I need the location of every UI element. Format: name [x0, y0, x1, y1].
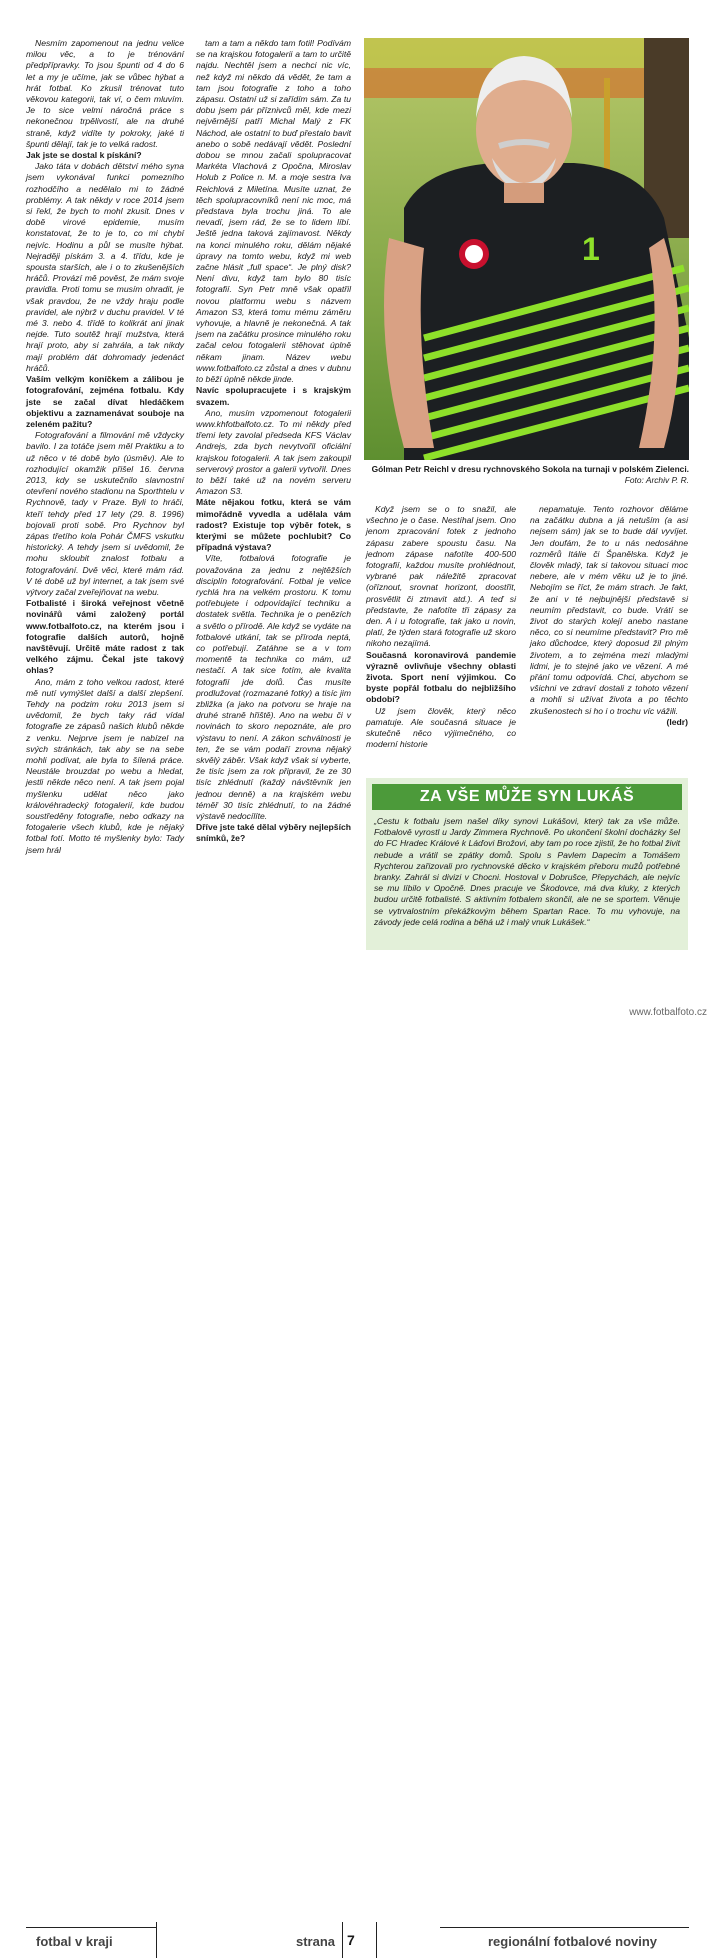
caption-text: Gólman Petr Reichl v dresu rychnovského Sokola na turnaji v polském Zielenci. [371, 464, 689, 474]
footer-rule-left [26, 1927, 156, 1928]
question-paragraph: Navíc spolupracujete i s krajským svazem. [196, 385, 351, 407]
question-paragraph: Jak jste se dostal k pískání? [26, 150, 142, 161]
footer-divider-3 [376, 1922, 377, 1958]
sidebar-box-title: ZA VŠE MŮŽE SYN LUKÁŠ [372, 784, 682, 810]
footer-page-number: 7 [347, 1932, 355, 1948]
question-paragraph: Vaším velkým koníčkem a zálibou je fotografování, zejména fotbalu. Kdy jste se začal dívat hledáčkem objektivu a zaznamenávat souboje na zeleném pažitu? [26, 374, 184, 429]
answer-paragraph: Nesmím zapomenout na jednu velice milou věc, a to je trénování předpřípravky. To jsou špunti od 4 do 6 let a my je učíme, jak se vůbec hýbat a hrát fotbal. Ko zkusil trénovat tuto věkovou kategorii, tak ví, o čem mluvím. Je to sice velmi náročná práce s nekonečnou trpělivostí, ale na druhé straně, když vidíte ty pokroky, jaké ti špunti dělají, tak je to velká radost. [26, 38, 184, 149]
answer-paragraph: tam a tam a někdo tam fotil! Podívám se na krajskou fotogalerii a tam to určitě najdu. Nechtěl jsem a nechci nic víc, než když mi někdo dá vědět, že tam a tam jsou fotografie z toho a toho zápasu. Ostatní už si zařídím sám. Za tu dobu jsem pár příznivců měl, kde mezi nejvěrnější patří Michal Malý z FK Náchod, ale ostatní to buď přestalo bavit anebo o sobě nedávají vědět. Poslední dobou se mnou začali spolupracovat Markéta Vlachová z Opočna, Miroslav Holub z Police n. M. a moje sestra Iva Reichlová z Miletína. Musíte uznat, že těch spolupracovníků není nic moc, má představa byla trochu jiná. To ale nevadí, jsem rád, že se to lidem líbí. Ještě jedna taková zajímavost. Někdy na konci minulého roku, dělám nějaké úpravy na tomto webu, když mi web začne hlásit „full space“. Je plný disk? Není divu, když tam bylo 80 tisíc fotografií. Syn Petr mně však opatřil novou platformu webu s názvem Amazon S3, která tomu mému záměru vyhovuje, a hlavně je nekonečná. A tak jsem na začátku prosince minulého roku začal celou fotogalerii stěhovat úplně někam jinam. Název webu www.fotbalfoto.cz zůstal a dnes v dubnu to běží úplně někde jinde. [196, 38, 351, 385]
answer-paragraph: Ano, mám z toho velkou radost, které mě nutí vymýšlet další a další zlepšení. Tehdy na podzim roku 2013 jsem si uvědomil, že bych taky rád vídal fotografie ze zápasů našich klubů někde z venku. Nejprve jsem je nabízel na svých stránkách, tak aby se na sebe mohli podívat, ale byla to šílená práce. Neustále brouzdat po webu a hledat, jestli někde něco není. A tak jsem pojal myšlenku udělat něco jako královéhradecký fotogalerií, kde budou soustředěny fotografie, nebo odkazy na fotogalerie všech klubů, kde je nějaký fotbal fotí. Motto té myšlenky bylo: Tady jsem hrál [26, 676, 184, 855]
sidebar-box-text: „Cestu k fotbalu jsem našel díky synovi Lukášovi, který tak za vše může. Fotbalově vyrostl u Jardy Zimmera Rychnově. Po ukončení školní docházky šel do FC Hradec Králové k Láďovi Brožovi, aby tam po roce zjistil, že ho fotbal živit nebude a vrátil se zpátky domů. Spolu s Pavlem Dapecim a Tomášem Rychterou zařizovali pro rychnovské děcko v krajském přeboru mužů potřebné branky. Zahrál si divizi v Chocni. Hostoval v Dobrušce, Přepychách, ale nejvíc se mu líbilo v Opočně. Dnes pracuje ve Škodovce, má dva kluky, z kterých budou určitě fotbalisté. S aktivním fotbalem skončil, ale ne se sportem. Věnuje se vytrvalostním překážkovým během Spartan Race. To mu vyhovuje, na závody jede celá rodina a běhá už i malý vnuk Lukášek.“ [374, 816, 680, 927]
answer-paragraph: Ano, musím vzpomenout fotogalerii www.khfotbalfoto.cz. To mi někdy před třemi lety zavolal předseda KFS Václav Andrejs, zda bych nevytvořil oficiální krajskou fotogalerii. A tak jsem zakoupil serverový prostor a galerii vytvořil. Dnes to běží také už na novém serveru Amazon S3. [196, 407, 351, 497]
footer-divider-2 [342, 1922, 343, 1958]
article-column-4 [530, 504, 688, 728]
answer-paragraph: Když jsem se o to snažil, ale všechno je o čase. Nestíhal jsem. Ono jenom zpracování fotek z jednoho zápasu zabere spoustu času. Na jednom zápase nafotíte 400-500 fotografií, každou musíte prohlédnout, vybrané pak náležitě zpracovat (oříznout, srovnat horizont, doostřit, prosvětlit či ztmavit atd.). A teď si představte, že nafotíte tři zápasy za den. A i u fotografie, tak jako u novin, platí, že týden stará fotografie už skoro nikoho nezajímá. [366, 504, 516, 649]
svg-text:1: 1 [582, 231, 600, 267]
author-signature: (ledr) [666, 716, 688, 727]
question-paragraph: Současná koronavirová pandemie výrazně ovlivňuje všechny oblasti života. Sport není výjimkou. Co byste popřál fotbalu do nejbližšího období? [366, 649, 516, 705]
answer-paragraph: Jako táta v dobách dětství mého syna jsem vykonával funkci pomezního rozhodčího a nedělalo mi to žádné problémy. A tak někdy v roce 2014 jsem si řekl, že bych to mohl zkusit. Dnes v době virové epidemie, musím konstatovat, že to je to, co mi chybí nejvíc. Hodinu a půl se musíte hýbat. Nejraději pískám 3. a 4. třídu, kde je spousta starších, ale i o to zkušenějších hráčů. Provází mě pověst, že mám svoje pravidla. Proti tomu se musím ohradit, je však pravdou, že ne vždy hraju podle pravidel, ale nýbrž v duchu pravidel. V té mé 3. nebo 4. třídě to kolikrát ani jinak nejde. Tuto soutěž hrají mužstva, která hrají proto, aby si zahrála, a tak nikdy mají problém dát dohromady jedenáct hráčů. [26, 161, 184, 373]
photo-illustration [364, 38, 689, 460]
footer-page-label: strana [296, 1934, 336, 1949]
answer-paragraph: Už jsem člověk, který něco pamatuje. Ale současná situace je skutečně něco výjimečného, co moderní historie [366, 705, 516, 750]
footer-section-title: fotbal v kraji [36, 1934, 113, 1949]
watermark: www.fotbalfoto.cz [629, 1007, 707, 1018]
photo-goalkeeper [364, 38, 689, 460]
article-column-2 [196, 38, 351, 845]
caption-credit: Foto: Archiv P. R. [624, 475, 689, 485]
question-paragraph: Máte nějakou fotku, která se vám mimořádně vyvedla a udělala vám radost? Existuje top výběr fotek, s kterými se můžete pochlubit? Co případná výstava? [196, 497, 351, 553]
footer-publication-name: regionální fotbalové noviny [488, 1934, 658, 1949]
question-paragraph: Fotbalisté i široká veřejnost včetně novinářů vámi založený portál www.fotbalfoto.cz, na kterém jsou i fotografie dalších autorů, hojně navštěvují. Určitě máte radost z tak velkého zájmu. Čekal jste takový ohlas? [26, 598, 184, 676]
photo-caption [364, 464, 689, 486]
sidebar-box [366, 778, 688, 950]
answer-paragraph: Víte, fotbalová fotografie je považována za jednu z nejtěžších disciplín fotografování. Fotbal je velice rychlá hra na velkém prostoru. K tomu potřebujete i odpovídající techniku a dostatek světla. Technika je o penězích a světlo o přírodě. Ale když se vydáte na fotbalové utkání, tak se příroda neptá, co potřebují. Zatáhne se a v tom momentě ta technika co mám, už nestačí. A tak sice fotím, ale kvalita fotografií jde dolů. Čas musíte prodlužovat (rozmazané fotky) a tisíc jim zbližka (a jako na potvoru se hraje na druhé straně hřiště). Ano na webu či v novinách to skoro nepoznáte, ale pro výstavu to není. A zákon schválnosti je ten, že se vám podaří zrovna nějaký skvělý záběr. Však když však si vyberte, že tisíc jsem za rok připravil, že ze 30 tisíc zhlédnutí (každý návštěvník jen jednou denně) a na krajském webu téměř 30 tisíc zhlédnutí, to na žádné výstavě nedocílíte. [196, 553, 351, 822]
question-paragraph: Dříve jste také dělal výběry nejlepších snímků, že? [196, 822, 351, 844]
article-column-1 [26, 38, 184, 856]
answer-paragraph: Fotografování a filmování mě vždycky bavilo. I za totáče jsem měl Praktiku a to už něco v té době bylo (úsměv). Ale to rozhodující okamžik přišel 16. června 2013, kdy se uskutečnilo slavnostní otevření nového stadionu na Sporthtelu v Rychnově, tady v Praze. Byli to hráči, kteří tehdy před 17 lety (29. 8. 1996) bojovali proti sobě. Pro Rychnov byl zápas třetího kola Pohár ČMFS vskutku historický. A tehdy jsem si uvědomil, že mohu skloubit znalost fotbalu a fotografování. Dvě věci, které mám rád. V té době už byl internet, a tak jsem své výtvory začal zveřejňovat na webu. [26, 430, 184, 597]
footer-rule-right [440, 1927, 689, 1928]
footer-divider-1 [156, 1922, 157, 1958]
article-column-3 [366, 504, 516, 750]
answer-paragraph: nepamatuje. Tento rozhovor děláme na začátku dubna a já netuším (a asi nejsem sám) jak se to bude dál vyvíjet. Jen doufám, že to u nás nedosáhne rozměrů Itálie či Španělska. Když je člověk mladý, tak si takovou situaci moc nebere, ale v mém věku už je to jiné. Nebojím se říct, že mám strach. Je fakt, že ani v té nejbujnější představě si neumím představit, co bude. Vrátí se život do starých kolejí anebo nastane něco, co si neumíme představit? Pro mě jako důchodce, který doposud žil plným životem, a to zejména mezi mladými lidmi, je to stejné jako ve vězení. A mé přání tomu odpovídá. Chci, abychom se všichni ve zdraví dostali z tohoto vězení a mohli si užívat života a po těchto zkušenostech si ho i o trochu víc vážili. [530, 504, 688, 716]
